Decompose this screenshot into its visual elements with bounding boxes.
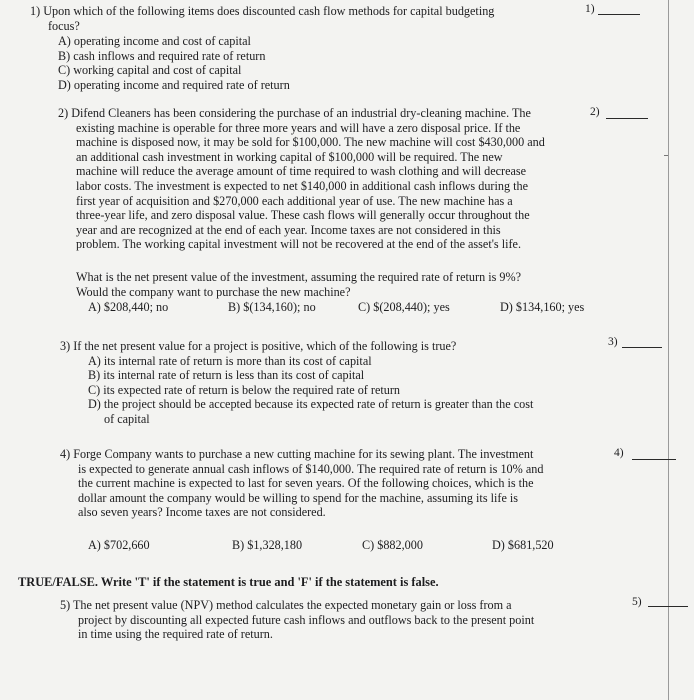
choice-b[interactable]: B) cash inflows and required rate of return <box>58 48 266 63</box>
question-5-line: in time using the required rate of return. <box>78 627 273 642</box>
section-heading: TRUE/FALSE. Write 'T' if the statement is true and 'F' if the statement is false. <box>18 575 439 589</box>
question-2 <box>58 106 588 252</box>
question-4-choices <box>88 538 592 553</box>
question-4-line: dollar amount the company would be willing to spend for the machine, assuming its life is <box>78 490 519 505</box>
answer-blank-1[interactable] <box>598 14 640 15</box>
question-2-line: machine will reduce the average amount of time required to wash clothing and will decrease <box>76 164 527 179</box>
choice-d[interactable]: D) the project should be accepted because its expected rate of return is greater than the cost <box>88 397 534 412</box>
choice-c[interactable]: C) $882,000 <box>362 538 423 552</box>
choice-c[interactable]: C) working capital and cost of capital <box>58 63 242 78</box>
answer-blank-5[interactable] <box>648 606 688 607</box>
choice-a[interactable]: A) its internal rate of return is more than its cost of capital <box>88 353 372 368</box>
choice-d-cont: of capital <box>104 411 150 426</box>
question-4-line: the current machine is expected to last for seven years. Of the following choices, which is the <box>78 476 534 491</box>
question-5-line: 5) The net present value (NPV) method calculates the expected monetary gain or loss from a <box>60 598 512 612</box>
question-3-text: 3) If the net present value for a project is positive, which of the following is true? <box>60 339 457 353</box>
choice-c[interactable]: C) its expected rate of return is below the required rate of return <box>88 382 401 397</box>
choice-d[interactable]: D) $134,160; yes <box>500 300 585 314</box>
choice-b[interactable]: B) $(134,160); no <box>228 300 316 314</box>
margin-line <box>668 0 669 700</box>
question-2-prompt <box>76 270 596 299</box>
question-4-line: is expected to generate annual cash inflows of $140,000. The required rate of return is 10% and <box>78 461 544 476</box>
question-2-line: labor costs. The investment is expected to net $140,000 in additional cash inflows during the <box>76 178 528 193</box>
answer-label-1: 1) <box>585 3 595 15</box>
choice-d[interactable]: D) $681,520 <box>492 538 554 552</box>
question-2-line: problem. The working capital investment will not be recovered at the end of the asset's life. <box>76 237 521 252</box>
question-4-line: 4) Forge Company wants to purchase a new cutting machine for its sewing plant. The investment <box>60 447 534 461</box>
question-2-line: year and are recognized at the end of each year. Income taxes are not considered in this <box>76 222 501 237</box>
question-4-line: also seven years? Income taxes are not considered. <box>78 505 326 520</box>
choice-b[interactable]: B) its internal rate of return is less than its cost of capital <box>88 368 365 383</box>
answer-blank-3[interactable] <box>622 347 662 348</box>
question-2-line: existing machine is operable for three more years and will have a zero disposal price. If the <box>76 120 521 135</box>
question-2-line: machine is disposed now, it may be sold for $100,000. The new machine will cost $430,000 and <box>76 135 545 150</box>
choice-b[interactable]: B) $1,328,180 <box>232 538 303 552</box>
question-2-prompt-line: What is the net present value of the investment, assuming the required rate of return is 9%? <box>76 270 522 284</box>
question-2-line: 2) Difend Cleaners has been considering the purchase of an industrial dry-cleaning machine. The <box>58 106 531 120</box>
question-2-line: first year of acquisition and $270,000 each additional year of use. The new machine has a <box>76 193 513 208</box>
answer-blank-4[interactable] <box>632 459 676 460</box>
question-4 <box>60 447 605 520</box>
margin-tick <box>664 155 668 156</box>
question-2-choices <box>88 300 620 315</box>
choice-a[interactable]: A) $702,660 <box>88 538 150 552</box>
question-1-text-cont: focus? <box>48 18 80 33</box>
choice-a[interactable]: A) operating income and cost of capital <box>58 34 251 49</box>
answer-label-3: 3) <box>608 336 618 348</box>
question-1 <box>30 4 570 93</box>
choice-d[interactable]: D) operating income and required rate of return <box>58 77 290 92</box>
question-5 <box>60 598 620 642</box>
answer-blank-2[interactable] <box>606 118 648 119</box>
choice-a[interactable]: A) $208,440; no <box>88 300 169 314</box>
question-2-prompt-line: Would the company want to purchase the new machine? <box>76 284 351 299</box>
question-2-line: three-year life, and zero disposal value. These cash flows will generally occur throughout the <box>76 208 530 223</box>
answer-label-5: 5) <box>632 596 642 608</box>
question-5-line: project by discounting all expected future cash inflows and outflows back to the present point <box>78 612 535 627</box>
question-1-choices <box>30 34 570 92</box>
question-3 <box>60 339 600 427</box>
answer-label-2: 2) <box>590 106 600 118</box>
answer-label-4: 4) <box>614 447 624 459</box>
choice-c[interactable]: C) $(208,440); yes <box>358 300 450 314</box>
question-2-line: an additional cash investment in working capital of $100,000 will be required. The new <box>76 149 503 164</box>
question-1-text: 1) Upon which of the following items does discounted cash flow methods for capital budgeting <box>30 4 495 18</box>
